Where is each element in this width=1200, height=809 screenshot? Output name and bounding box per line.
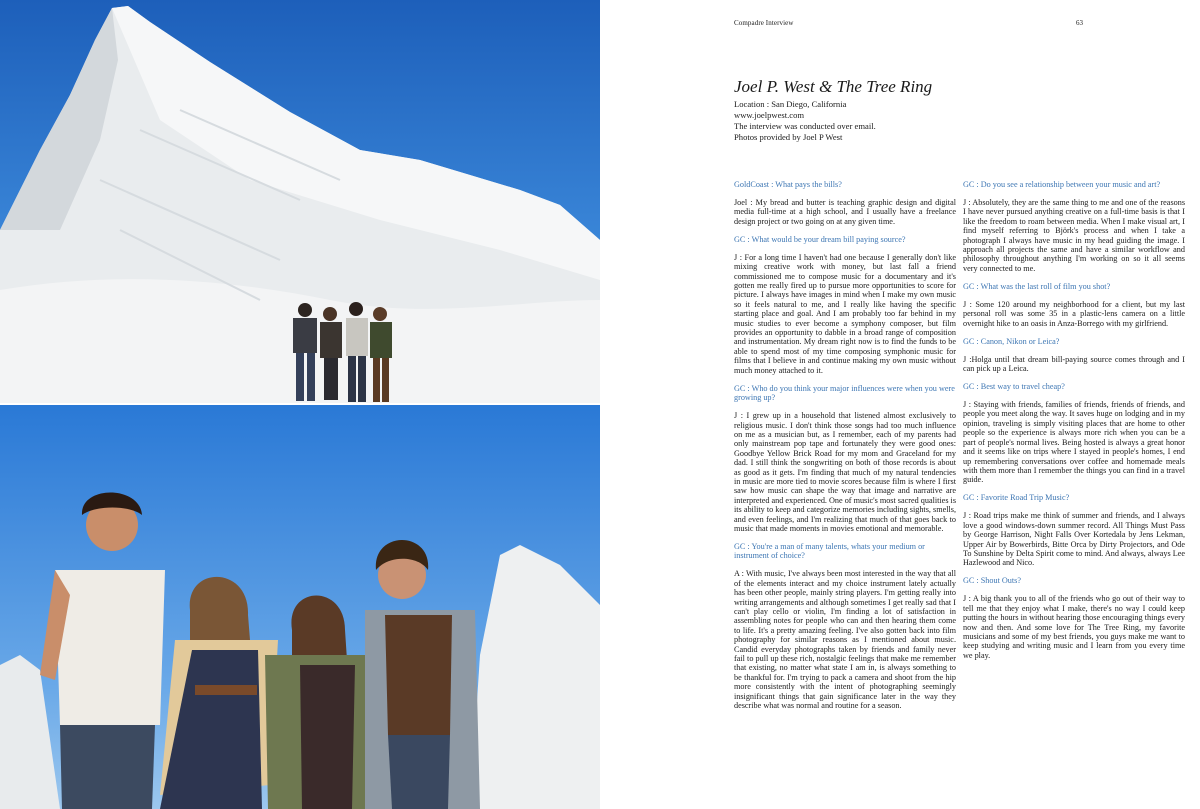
interview-question: GC : Shout Outs? (963, 576, 1022, 586)
band-portrait-illustration (0, 405, 600, 809)
interview-question: GC : Who do you think your major influences were when you were growing up? (734, 383, 955, 403)
band-portrait-photo (0, 405, 600, 809)
meta-interview-note: The interview was conducted over email. (734, 120, 876, 131)
page-number: 63 (1076, 19, 1083, 27)
interview-answer: J : For a long time I haven't had one because I generally don't like mixing creative work with money, but last fall a friend commissioned me to compose music for a documentary and it's gotten me really fired up to pursue more opportunities to score for picture. I always have images in mind when I make my own music so it feels natural to me, and I really like having the specific starting place and goal. And I am probably too far behind in my music studies to ever become a symphony composer, but film provides an opportunity to dabble in a broad range of composition and instrumentation. My dream right now is to find the funds to be able to spend most of my time composing symphonic music for films that I believe in and continue making my own music without much money attached to it. (734, 252, 956, 375)
interview-page (600, 0, 1200, 809)
interview-column-right (963, 180, 1185, 669)
interview-column-left (734, 180, 956, 719)
interview-question: GC : Canon, Nikon or Leica? (963, 336, 1060, 346)
salt-mountain-illustration (0, 0, 600, 403)
interview-answer: J : Road trips make me think of summer and friends, and I always love a good windows-down summer record. All Things Must Pass by George Harrison, Night Falls Over Kortedala by Jens Lekman, Upper Air by Bowerbirds, Bitte Orca by Dirty Projectors, and Ode To Sunshine by Delta Spirit come to mind. And always, always Lee Hazlewood and Nico. (963, 511, 1185, 568)
article-meta (734, 99, 1034, 143)
salt-mountain-group-photo (0, 0, 600, 403)
running-head: Compadre Interview (734, 19, 794, 27)
meta-location: Location : San Diego, California (734, 99, 847, 109)
meta-photo-credit: Photos provided by Joel P West (734, 131, 843, 142)
article-title: Joel P. West & The Tree Ring (734, 77, 933, 96)
interview-question: GC : Do you see a relationship between your music and art? (963, 180, 1161, 189)
meta-website: www.joelpwest.com (734, 109, 805, 120)
interview-answer: Joel : My bread and butter is teaching graphic design and digital media full-time at a high school, and I usually have a freelance design project or two going on at any given time. (734, 198, 956, 226)
interview-question: GC : What would be your dream bill paying source? (734, 234, 906, 244)
interview-answer: A : With music, I've always been most interested in the way that all of the elements interact and my choice instrument lately actually has been other people, mainly string players. I'm getting really into writing arrangements and although sometimes I get really sad that I can't play cello or violin, I'm finding a lot of satisfaction in assembling notes for people who can and then hearing them come to life. It's a pretty amazing feeling. I've also gotten back into film photography for similar reasons as I mentioned about music. Candid everyday photographs taken by friends and family never fail to pull up these rich, nostalgic feelings that make me remember that existing, no matter what state I am in, is always something to be thankful for. I'm trying to pack a camera and shoot from the hip more consistently with the intent of photographing seemingly insignificant things that gain significance later in the way they describe what was normal and routine for a season. (734, 569, 956, 711)
interview-answer: J : A big thank you to all of the friends who go out of their way to tell me that they enjoy what I make, there's no way I could keep putting the hours in without hearing those encouraging things every now and then. And some love for The Tree Ring, my favorite musicians and some of my best friends, you guys make me want to keep studying and writing music and I learn from you every time we play. (963, 594, 1185, 660)
interview-answer: J : I grew up in a household that listened almost exclusively to religious music. I don't think those songs had too much influence on me as a musician but, as I remember, each of my parents had only mainstream pop tape and fortunately they were good ones: Goodbye Yellow Brick Road for my mom and Graceland for my dad. I still think the songwriting on both of those records is about as good as it gets. I'm finding that much of my natural tendencies in music are more tied to movie scores because film is where I first saw how music can shape the way that image and narrative are interpreted and experienced. One of music's most sacred qualities is its ability to keep and categorize memories including sights, smells, and even feelings, and I'm realizing that much of that goes back to music that made moments in movies emotional and memorable. (734, 411, 957, 533)
interview-question: GoldCoast : What pays the bills? (734, 180, 842, 189)
interview-question: GC : You're a man of many talents, whats your medium or instrument of choice? (734, 541, 925, 561)
interview-question: GC : Favorite Road Trip Music? (963, 493, 1070, 503)
interview-answer: J : Staying with friends, families of friends, friends of friends, and people you meet along the way. It saves huge on lodging and in my opinion, traveling is simply visiting places that are home to other people so the experience is always more rich when you can be a part of people's normal lives. Being hosted is always a great honor and it seems like on trips where I stayed in people's homes, I end up remembering conversations over coffee and homemade meals with them more than I remember the things you can find in a travel guide. (963, 400, 1185, 485)
interview-question: GC : Best way to travel cheap? (963, 382, 1065, 392)
interview-answer: J :Holga until that dream bill-paying source comes through and I can pick up a Leica. (963, 354, 1185, 374)
interview-answer: J : Absolutely, they are the same thing to me and one of the reasons I have never pursued anything creative on a full-time basis is that I like the freedom to roam between media. When I make visual art, I find myself referring to Björk's process and when I take a photograph I always have music in my head guiding the image. I approach all projects the same and have a similar workflow and philosophy throughout anything I'm working on so it all seems very connected to me. (963, 198, 1185, 273)
interview-answer: J : Some 120 around my neighborhood for a client, but my last personal roll was some 35 in a plastic-lens camera on a little overnight hike to an oasis in Anza-Borrego with my girlfriend. (963, 299, 1185, 328)
interview-question: GC : What was the last roll of film you shot? (963, 281, 1111, 291)
